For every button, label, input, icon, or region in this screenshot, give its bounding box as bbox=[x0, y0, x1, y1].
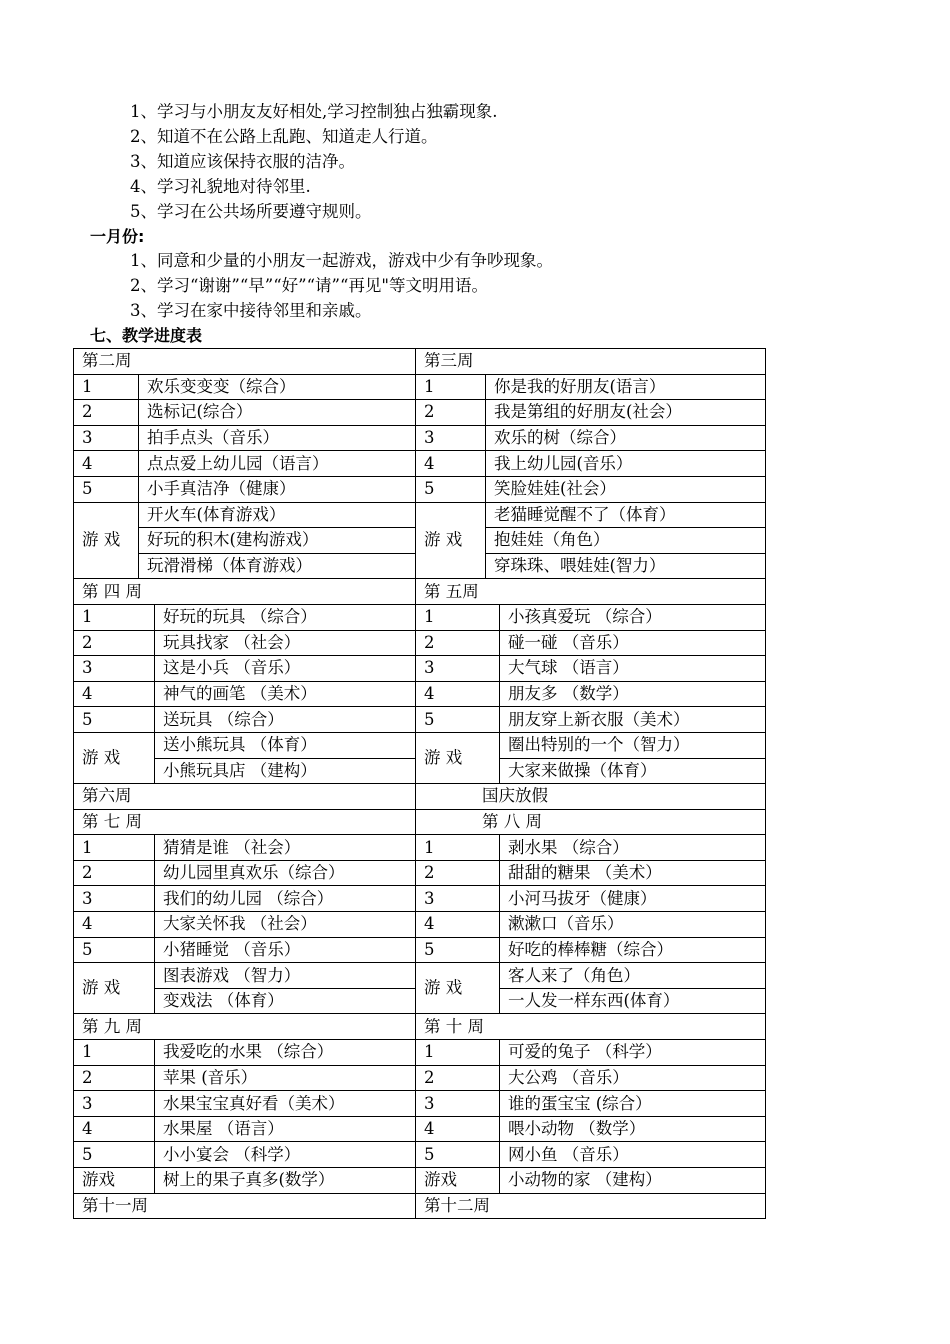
lesson-number: 2 bbox=[416, 1065, 500, 1091]
week-label: 第十二周 bbox=[416, 1193, 766, 1219]
lesson-number: 3 bbox=[416, 1091, 500, 1117]
game-activity: 大家来做操（体育） bbox=[500, 758, 766, 784]
lesson-title: 你是我的好朋友(语言） bbox=[486, 374, 766, 400]
lesson-title: 小孩真爱玩 （综合） bbox=[500, 604, 766, 630]
lesson-number: 3 bbox=[416, 425, 486, 451]
week-label: 第三周 bbox=[416, 349, 766, 375]
schedule-heading: 七、教学进度表 bbox=[90, 326, 203, 345]
lesson-title: 好玩的玩具 （综合） bbox=[155, 604, 416, 630]
lesson-title: 笑脸娃娃(社会） bbox=[486, 476, 766, 502]
lesson-title: 这是小兵 （音乐） bbox=[155, 656, 416, 682]
lesson-number: 1 bbox=[74, 604, 155, 630]
game-activity: 开火车(体育游戏） bbox=[139, 502, 416, 528]
week-header-row bbox=[74, 809, 766, 835]
lesson-title: 碰一碰 （音乐） bbox=[500, 630, 766, 656]
lesson-number: 2 bbox=[74, 400, 139, 426]
lesson-number: 5 bbox=[416, 1142, 500, 1168]
game-activity: 小动物的家 （建构） bbox=[500, 1168, 766, 1194]
week-header-row bbox=[74, 784, 766, 810]
lesson-number: 4 bbox=[74, 451, 139, 477]
table-row bbox=[74, 604, 766, 630]
table-row bbox=[74, 835, 766, 861]
game-label: 游 戏 bbox=[416, 502, 486, 579]
lesson-number: 4 bbox=[416, 912, 500, 938]
game-label: 游 戏 bbox=[74, 963, 155, 1014]
lesson-number: 5 bbox=[74, 476, 139, 502]
table-row bbox=[74, 1142, 766, 1168]
lesson-title: 网小鱼 （音乐） bbox=[500, 1142, 766, 1168]
lesson-title: 玩具找家 （社会） bbox=[155, 630, 416, 656]
lesson-title: 水果屋 （语言） bbox=[155, 1116, 416, 1142]
lesson-title: 幼儿园里真欢乐（综合） bbox=[155, 860, 416, 886]
lesson-number: 1 bbox=[74, 374, 139, 400]
lesson-title: 拍手点头（音乐） bbox=[139, 425, 416, 451]
table-row bbox=[74, 912, 766, 938]
game-activity: 玩滑滑梯（体育游戏） bbox=[139, 553, 416, 579]
lesson-number: 2 bbox=[74, 630, 155, 656]
lesson-title: 苹果 (音乐） bbox=[155, 1065, 416, 1091]
lesson-title: 选标记(综合） bbox=[139, 400, 416, 426]
game-activity: 变戏法 （体育） bbox=[155, 988, 416, 1014]
january-heading: 一月份: bbox=[90, 227, 145, 246]
lesson-number: 3 bbox=[74, 425, 139, 451]
lesson-number: 2 bbox=[416, 400, 486, 426]
lesson-number: 4 bbox=[74, 1116, 155, 1142]
table-row bbox=[74, 886, 766, 912]
lesson-title: 甜甜的糖果 （美术） bbox=[500, 860, 766, 886]
week-label: 第 五周 bbox=[416, 579, 766, 605]
table-row bbox=[74, 476, 766, 502]
lesson-title: 神气的画笔 （美术） bbox=[155, 681, 416, 707]
lesson-title: 朋友多 （数学） bbox=[500, 681, 766, 707]
game-activity: 树上的果子真多(数学） bbox=[155, 1168, 416, 1194]
table-row bbox=[74, 1065, 766, 1091]
table-row bbox=[74, 732, 766, 758]
week-label: 第六周 bbox=[74, 784, 416, 810]
lesson-number: 1 bbox=[416, 835, 500, 861]
table-row bbox=[74, 656, 766, 682]
january-item: 3、学习在家中接待邻里和亲戚。 bbox=[130, 301, 372, 320]
lesson-number: 5 bbox=[74, 1142, 155, 1168]
lesson-title: 可爱的兔子 （科学） bbox=[500, 1040, 766, 1066]
game-label: 游 戏 bbox=[74, 502, 139, 579]
lesson-title: 朋友穿上新衣服（美术） bbox=[500, 707, 766, 733]
week-label: 第 九 周 bbox=[74, 1014, 416, 1040]
table-row bbox=[74, 1168, 766, 1194]
lesson-title: 小猪睡觉 （音乐） bbox=[155, 937, 416, 963]
lesson-title: 我是第组的好朋友(社会） bbox=[486, 400, 766, 426]
game-activity: 老猫睡觉醒不了（体育） bbox=[486, 502, 766, 528]
game-activity: 送小熊玩具 （体育） bbox=[155, 732, 416, 758]
lesson-title: 欢乐变变变（综合） bbox=[139, 374, 416, 400]
lesson-number: 1 bbox=[416, 604, 500, 630]
teaching-schedule-table bbox=[73, 348, 766, 1219]
game-activity: 一人发一样东西(体育） bbox=[500, 988, 766, 1014]
lesson-number: 3 bbox=[416, 886, 500, 912]
game-label: 游 戏 bbox=[74, 732, 155, 783]
lesson-title: 我爱吃的水果 （综合） bbox=[155, 1040, 416, 1066]
lesson-title: 漱漱口（音乐） bbox=[500, 912, 766, 938]
table-row bbox=[74, 860, 766, 886]
table-row bbox=[74, 681, 766, 707]
game-label: 游戏 bbox=[74, 1168, 155, 1194]
table-row bbox=[74, 963, 766, 989]
lesson-number: 1 bbox=[74, 835, 155, 861]
january-item: 2、学习“谢谢”“早”“好”“请”“再见"等文明用语。 bbox=[130, 276, 489, 295]
holiday-label: 国庆放假 bbox=[416, 784, 766, 810]
table-row bbox=[74, 1091, 766, 1117]
lesson-number: 2 bbox=[74, 1065, 155, 1091]
lesson-title: 送玩具 （综合） bbox=[155, 707, 416, 733]
lesson-number: 1 bbox=[74, 1040, 155, 1066]
lesson-title: 我上幼儿园(音乐） bbox=[486, 451, 766, 477]
week-label: 第十一周 bbox=[74, 1193, 416, 1219]
lesson-number: 5 bbox=[74, 707, 155, 733]
lesson-number: 1 bbox=[416, 1040, 500, 1066]
game-label: 游戏 bbox=[416, 1168, 500, 1194]
lesson-title: 大气球 （语言） bbox=[500, 656, 766, 682]
lesson-title: 剥水果 （综合） bbox=[500, 835, 766, 861]
game-activity: 好玩的积木(建构游戏） bbox=[139, 528, 416, 554]
lesson-title: 喂小动物 （数学） bbox=[500, 1116, 766, 1142]
lesson-number: 2 bbox=[416, 630, 500, 656]
lesson-number: 3 bbox=[74, 1091, 155, 1117]
lesson-title: 好吃的棒棒糖（综合） bbox=[500, 937, 766, 963]
lesson-title: 大家关怀我 （社会） bbox=[155, 912, 416, 938]
lesson-number: 5 bbox=[74, 937, 155, 963]
lesson-number: 4 bbox=[416, 451, 486, 477]
lesson-title: 我们的幼儿园 （综合） bbox=[155, 886, 416, 912]
week-header-row bbox=[74, 1193, 766, 1219]
lesson-title: 小手真洁净（健康） bbox=[139, 476, 416, 502]
game-activity: 穿珠珠、喂娃娃(智力） bbox=[486, 553, 766, 579]
lesson-title: 点点爱上幼儿园（语言） bbox=[139, 451, 416, 477]
game-activity: 圈出特别的一个（智力） bbox=[500, 732, 766, 758]
table-row bbox=[74, 1116, 766, 1142]
week-label: 第二周 bbox=[74, 349, 416, 375]
lesson-title: 小小宴会 （科学） bbox=[155, 1142, 416, 1168]
january-item: 1、同意和少量的小朋友一起游戏，游戏中少有争吵现象。 bbox=[130, 251, 553, 270]
table-row bbox=[74, 707, 766, 733]
lesson-number: 1 bbox=[416, 374, 486, 400]
lesson-number: 3 bbox=[74, 886, 155, 912]
table-row bbox=[74, 451, 766, 477]
lesson-number: 4 bbox=[416, 681, 500, 707]
lesson-number: 4 bbox=[416, 1116, 500, 1142]
table-row bbox=[74, 1040, 766, 1066]
goal-item: 1、学习与小朋友友好相处,学习控制独占独霸现象. bbox=[130, 102, 498, 121]
lesson-title: 猜猜是谁 （社会） bbox=[155, 835, 416, 861]
week-label: 第 四 周 bbox=[74, 579, 416, 605]
table-row bbox=[74, 374, 766, 400]
week-header-row bbox=[74, 579, 766, 605]
goal-item: 5、学习在公共场所要遵守规则。 bbox=[130, 202, 372, 221]
lesson-number: 5 bbox=[416, 476, 486, 502]
week-label: 第 八 周 bbox=[416, 809, 766, 835]
lesson-number: 3 bbox=[416, 656, 500, 682]
lesson-number: 4 bbox=[74, 912, 155, 938]
game-activity: 抱娃娃（角色） bbox=[486, 528, 766, 554]
lesson-number: 2 bbox=[416, 860, 500, 886]
table-row bbox=[74, 937, 766, 963]
lesson-title: 水果宝宝真好看（美术） bbox=[155, 1091, 416, 1117]
table-row bbox=[74, 425, 766, 451]
lesson-number: 4 bbox=[74, 681, 155, 707]
lesson-number: 5 bbox=[416, 937, 500, 963]
goal-item: 3、知道应该保持衣服的洁净。 bbox=[130, 152, 355, 171]
table-row bbox=[74, 502, 766, 528]
game-activity: 图表游戏 （智力） bbox=[155, 963, 416, 989]
game-label: 游 戏 bbox=[416, 963, 500, 1014]
week-header-row bbox=[74, 1014, 766, 1040]
game-label: 游 戏 bbox=[416, 732, 500, 783]
week-label: 第 十 周 bbox=[416, 1014, 766, 1040]
goal-item: 2、知道不在公路上乱跑、知道走人行道。 bbox=[130, 127, 438, 146]
goal-item: 4、学习礼貌地对待邻里. bbox=[130, 177, 311, 196]
lesson-number: 2 bbox=[74, 860, 155, 886]
lesson-title: 大公鸡 （音乐） bbox=[500, 1065, 766, 1091]
game-activity: 客人来了（角色） bbox=[500, 963, 766, 989]
table-row bbox=[74, 400, 766, 426]
table-row bbox=[74, 630, 766, 656]
game-activity: 小熊玩具店 （建构） bbox=[155, 758, 416, 784]
lesson-number: 3 bbox=[74, 656, 155, 682]
lesson-title: 谁的蛋宝宝 (综合） bbox=[500, 1091, 766, 1117]
week-label: 第 七 周 bbox=[74, 809, 416, 835]
lesson-number: 5 bbox=[416, 707, 500, 733]
lesson-title: 欢乐的树（综合） bbox=[486, 425, 766, 451]
lesson-title: 小河马拔牙（健康） bbox=[500, 886, 766, 912]
week-header-row bbox=[74, 349, 766, 375]
